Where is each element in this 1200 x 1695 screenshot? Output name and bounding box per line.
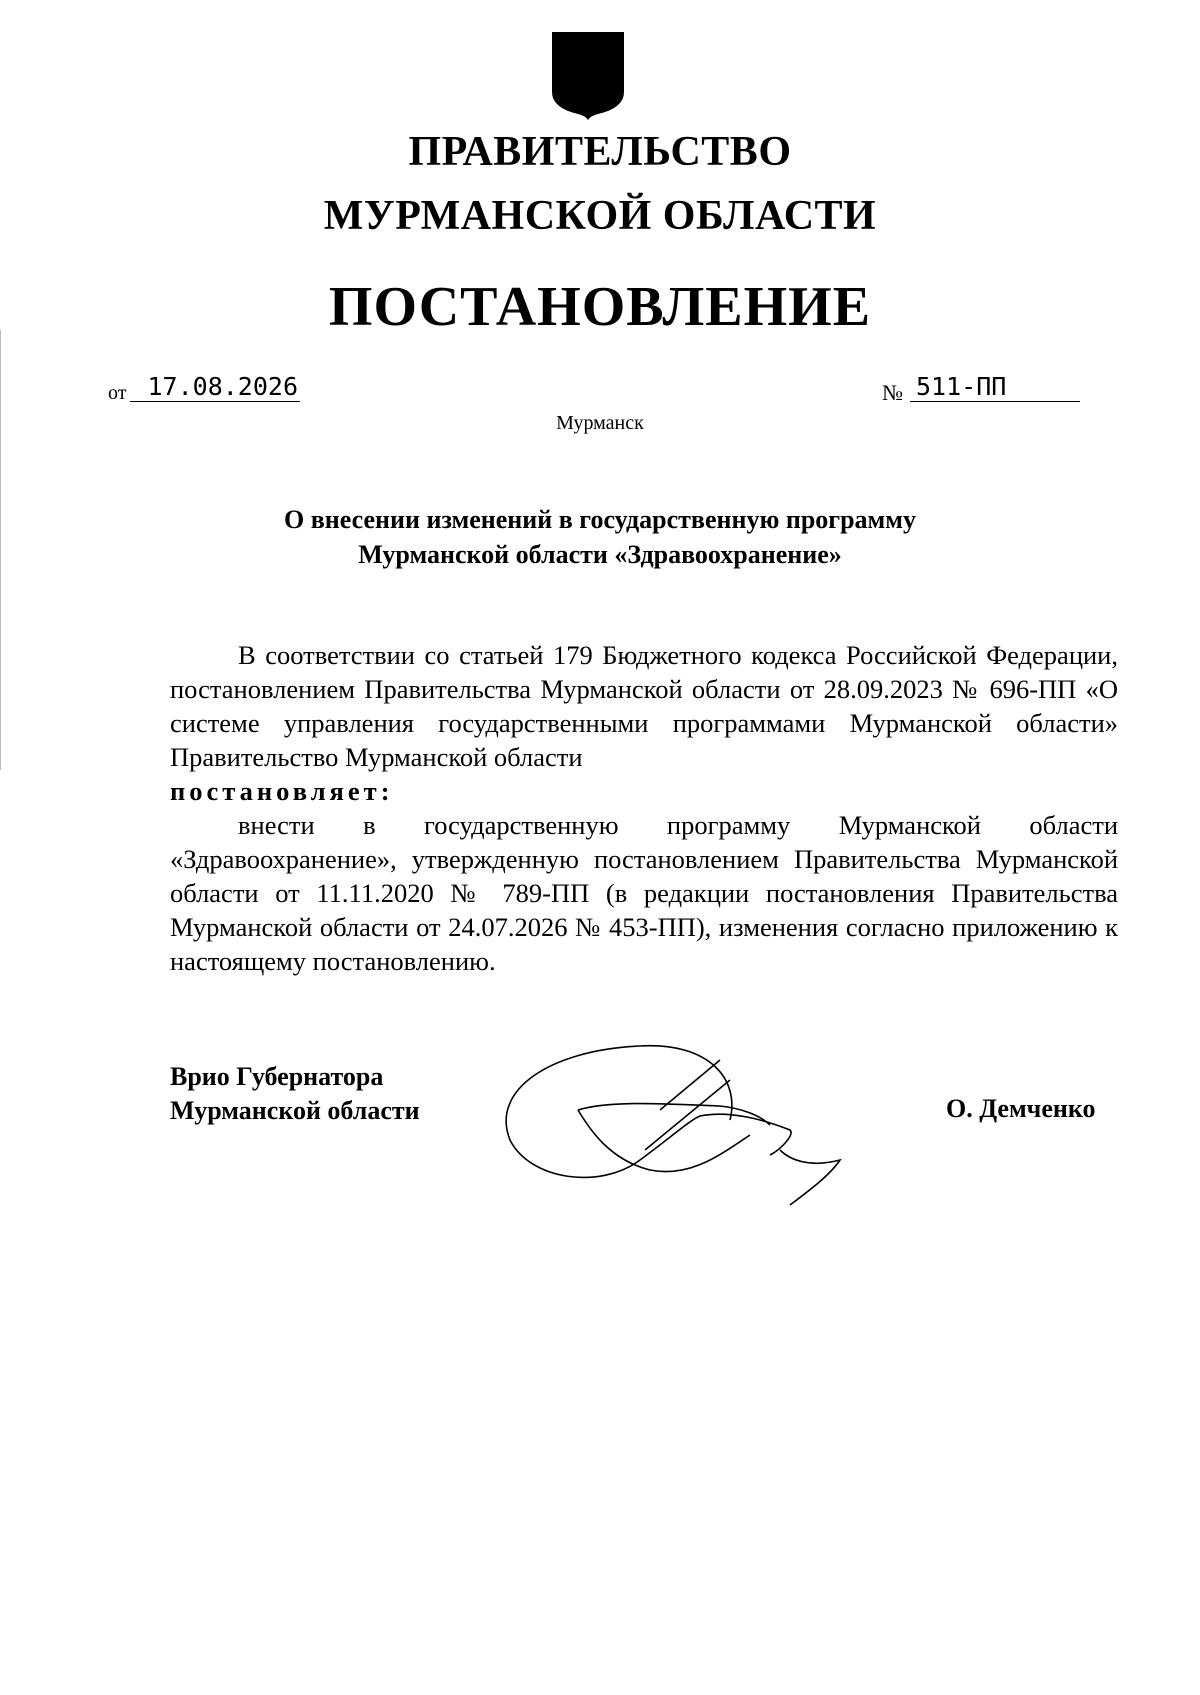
date-number-row	[0, 372, 1200, 412]
resolves-colon: :	[380, 776, 394, 806]
handwritten-signature-icon	[490, 1040, 890, 1220]
body-paragraph-decision: внести в государственную программу Мурманской области «Здравоохранение», утвержденную постановлением Правительства Мурманской области от 11.11.2020 № 789-ПП (в редакции постановления Правительства Мурманской области от 24.07.2026 № 453-ПП), изменения согласно приложению к настоящему постановлению.	[170, 810, 1118, 976]
document-body	[170, 638, 1118, 978]
body-paragraph-preamble: В соответствии со статьей 179 Бюджетного кодекса Российской Федерации, постановлением Правительства Мурманской области от 28.09.2023 № 696-ПП «О системе управления государственными программами Мурманской области» Правительство Мурманской области	[170, 640, 1118, 772]
document-number: 511-ПП	[910, 372, 1080, 402]
document-subject	[0, 502, 1200, 572]
signer-position	[170, 1060, 420, 1128]
resolves-line	[170, 774, 1118, 808]
coat-of-arms-icon	[548, 30, 628, 122]
date-prefix-label: от	[108, 382, 127, 404]
subject-line1: О внесении изменений в государственную программу	[284, 505, 916, 534]
signer-name: О. Демченко	[946, 1094, 1096, 1123]
signer-position-line2: Мурманской области	[170, 1096, 420, 1125]
number-sign-label: №	[882, 380, 903, 405]
document-city: Мурманск	[556, 412, 644, 434]
organization-name-line2: МУРМАНСКОЙ ОБЛАСТИ	[323, 193, 877, 239]
organization-name-line1: ПРАВИТЕЛЬСТВО	[408, 129, 792, 175]
subject-line2: Мурманской области «Здравоохранение»	[358, 540, 842, 569]
resolves-word: постановляет	[170, 776, 381, 806]
document-type-title: ПОСТАНОВЛЕНИЕ	[328, 276, 872, 338]
document-date: 17.08.2026	[130, 372, 300, 402]
signer-position-line1: Врио Губернатора	[170, 1062, 384, 1091]
